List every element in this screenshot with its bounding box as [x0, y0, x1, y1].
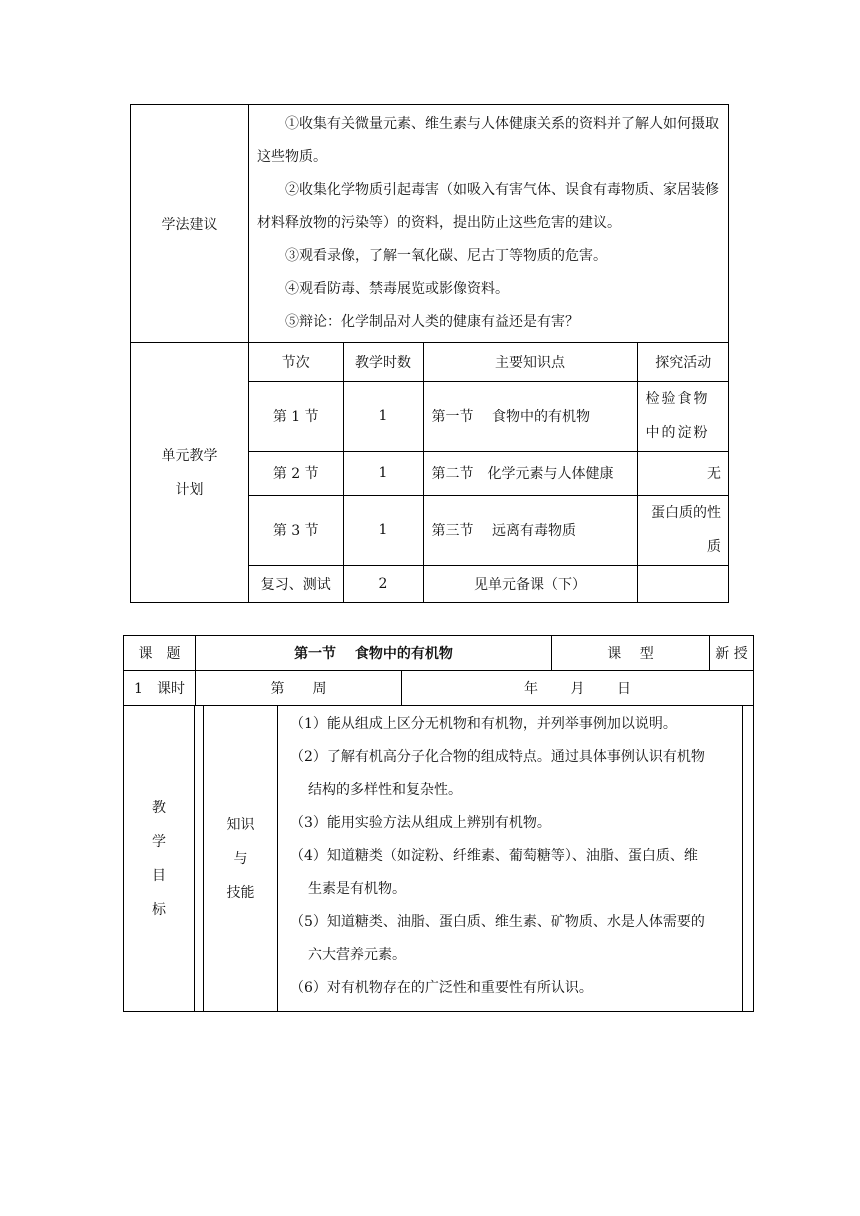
- unit-plan-label-line2: 计划: [175, 481, 204, 498]
- header-hours: 教学时数: [343, 343, 423, 381]
- objective-item: （1）能从组成上区分无机物和有机物，并列举事例加以说明。: [290, 716, 677, 732]
- row-activity: 蛋白质的性质: [637, 495, 729, 565]
- goals-char: 学: [152, 833, 166, 850]
- goals-char: 标: [152, 901, 166, 918]
- row-hours: 1: [343, 495, 423, 565]
- study-tips-label: 学法建议: [131, 105, 249, 343]
- row-hours: 2: [343, 565, 423, 602]
- table-row: [249, 495, 729, 565]
- objective-item: 结构的多样性和复杂性。: [308, 782, 462, 798]
- row-hours: 1: [343, 381, 423, 451]
- study-tip: ①收集有关微量元素、维生素与人体健康关系的资料并了解人如何摄取这些物质。: [257, 116, 719, 165]
- week-label: 第 周: [196, 671, 402, 706]
- objective-item: 六大营养元素。: [308, 947, 406, 963]
- topic-label: 课 题: [124, 636, 196, 671]
- objectives-row: [124, 706, 753, 1011]
- row-activity: [637, 565, 729, 602]
- unit-plan-grid-cell: [249, 343, 729, 603]
- objective-item: （6）对有机物存在的广泛性和重要性有所认识。: [290, 980, 593, 996]
- study-tips-content: [249, 105, 729, 343]
- unit-plan-label: [131, 343, 249, 603]
- objectives-cell: [124, 706, 754, 1012]
- objective-item: （4）知道糖类（如淀粉、纤维素、葡萄糖等）、油脂、蛋白质、维: [290, 848, 698, 864]
- unit-plan-table: [130, 104, 729, 603]
- type-value: 新 授: [710, 636, 754, 671]
- row-section: 复习、测试: [249, 565, 343, 602]
- row-activity: 无: [637, 451, 729, 495]
- lesson-table: [123, 635, 754, 1012]
- knowledge-skills-label: [204, 706, 278, 1011]
- header-topic: 主要知识点: [423, 343, 637, 381]
- objective-item: 生素是有机物。: [308, 881, 406, 897]
- row-topic: 第一节 食物中的有机物: [423, 381, 637, 451]
- knowledge-label-line: 技能: [226, 884, 255, 901]
- goals-char: 目: [152, 867, 166, 884]
- objective-item: （3）能用实验方法从组成上辨别有机物。: [290, 815, 551, 831]
- type-label: 课 型: [552, 636, 710, 671]
- unit-plan-grid: [249, 343, 729, 602]
- header-activity: 探究活动: [637, 343, 729, 381]
- period-label: 1 课时: [124, 671, 196, 706]
- objective-item: （5）知道糖类、油脂、蛋白质、维生素、矿物质、水是人体需要的: [290, 914, 705, 930]
- study-tip: ②收集化学物质引起毒害（如吸入有害气体、误食有毒物质、家居装修材料释放物的污染等）的资料，提出防止这些危害的建议。: [257, 182, 719, 231]
- header-section: 节次: [249, 343, 343, 381]
- row-topic: 见单元备课（下）: [423, 565, 637, 602]
- table-row: [249, 565, 729, 602]
- knowledge-label-line: 知识: [226, 816, 255, 833]
- table-row: [249, 381, 729, 451]
- unit-plan-label-line1: 单元教学: [161, 447, 218, 464]
- knowledge-label-line: 与: [233, 850, 248, 867]
- row-section: 第 1 节: [249, 381, 343, 451]
- study-tip: ④观看防毒、禁毒展览或影像资料。: [285, 281, 509, 297]
- right-margin-column: [743, 706, 753, 1011]
- row-hours: 1: [343, 451, 423, 495]
- row-section: 第 2 节: [249, 451, 343, 495]
- row-topic: 第三节 远离有毒物质: [423, 495, 637, 565]
- table-row: [249, 451, 729, 495]
- spacer-column: [195, 706, 204, 1011]
- date-label: 年 月 日: [402, 671, 754, 706]
- row-activity: 检验食物中的淀粉: [637, 381, 729, 451]
- study-tip: ⑤辩论：化学制品对人类的健康有益还是有害？: [285, 314, 579, 330]
- teaching-goals-label: [124, 706, 195, 1011]
- study-tip: ③观看录像，了解一氧化碳、尼古丁等物质的危害。: [285, 248, 607, 264]
- objective-item: （2）了解有机高分子化合物的组成特点。通过具体事例认识有机物: [290, 749, 705, 765]
- row-topic: 第二节 化学元素与人体健康: [423, 451, 637, 495]
- row-section: 第 3 节: [249, 495, 343, 565]
- topic-value: 第一节 食物中的有机物: [196, 636, 552, 671]
- objectives-list: [278, 706, 743, 1011]
- goals-char: 教: [152, 799, 166, 816]
